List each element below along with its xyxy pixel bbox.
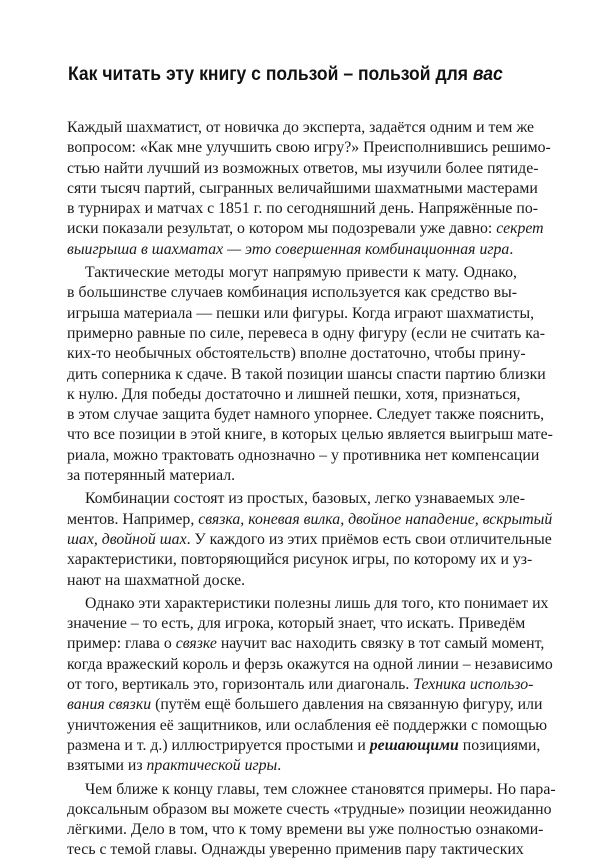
text-line [67,614,526,634]
text-line [67,840,524,860]
emphasized-text: практической игры [146,757,278,775]
text-segment: Тактические методы могут напрямую привести к мату. Однако, [85,264,517,282]
text-line [67,466,517,486]
text-segment: сяти тысяч партий, сыгранных величайшими шахматными мастерами [67,179,538,197]
text-line [67,675,534,695]
text-segment: игрыша материала — пешки или фигуры. Когда играют шахматисты, [67,304,535,322]
text-segment: вопросом: «Как мне улучшить свою игру?» Преисполнившись решимо- [67,139,551,157]
emphasized-text: Техника использо- [413,676,534,694]
emphasized-text: связке [175,635,217,653]
text-segment: когда вражеский король и ферзь окажутся на одной линии – независимо [67,655,553,673]
emphasized-text: выигрыша в шахматах — это совершенная комбинационная игра [67,240,510,258]
text-segment: уничтожения её защитников, или ослабления её поддержки с помощью [67,716,548,734]
text-segment: риала, можно трактовать однозначно – у противника нет компенсации [67,446,540,464]
text-line [67,655,553,675]
text-line [67,219,544,239]
text-line [67,756,517,776]
text-segment: тесь с темой главы. Однажды уверенно применив пару тактических [67,841,524,859]
text-segment: взятыми из [67,757,147,775]
text-line [67,138,551,158]
body-text [67,118,556,861]
text-line [67,571,517,591]
text-line [67,820,544,840]
emphasized-text: решающими [369,736,459,754]
text-line [67,159,539,179]
text-line [67,510,553,530]
text-segment: ких-то необычных обстоятельств) вполне достаточно, чтобы прину- [67,345,526,363]
text-line [67,425,553,445]
text-segment: примерно равные по силе, перевеса в одну фигуру (если не считать ка- [67,324,546,342]
text-segment: от того, вертикаль это, горизонталь или диагональ. [67,676,414,694]
text-line [67,489,525,509]
text-segment: иски показали результат, о котором мы подозревали уже давно: [67,220,497,238]
text-segment: в этом случае защита будет намного упорнее. Следует также пояснить, [67,406,545,424]
text-segment: за потерянный материал. [67,467,236,485]
text-segment: дить соперника к сдаче. В такой позиции шансы спасти партию близки [67,365,546,383]
text-line [67,736,541,756]
emphasized-text: секрет [496,220,544,238]
text-line [67,240,517,260]
text-line [67,179,538,199]
text-line [67,530,552,550]
text-segment: ментов. Например, [67,510,199,528]
text-line [67,199,538,219]
text-segment: Каждый шахматист, от новичка до эксперта, задаётся одним и тем же [67,119,535,136]
text-line [67,118,535,138]
text-segment: в турнирах и матчах с 1851 г. по сегодняшний день. Напряжённые по- [67,200,538,218]
text-segment: Комбинации состоят из простых, базовых, легко узнаваемых эле- [85,490,525,508]
text-segment: . [277,757,282,775]
text-line [67,304,535,324]
text-segment: в большинстве случаев комбинация используется как средство вы- [67,284,517,302]
emphasized-text: вания связки [67,696,152,714]
text-line [67,385,521,405]
text-line [67,344,526,364]
text-segment: значение – то есть, для игрока, который знает, что искать. Приведём [67,615,526,633]
text-segment: . [509,240,514,258]
text-segment: Чем ближе к концу главы, тем сложнее становятся примеры. Но пара- [85,780,556,798]
text-line [67,405,545,425]
text-segment: Однако эти характеристики полезны лишь для того, кто понимает их [85,594,549,612]
text-line [67,365,546,385]
page-title [68,60,518,88]
text-segment: пример: глава о [67,635,176,653]
text-line [67,695,543,715]
text-line [67,716,548,736]
title-main: Как читать эту книгу с пользой – пользой для [68,63,473,85]
text-segment: к нулю. Для победы достаточно и лишней пешки, хотя, признаться, [67,385,521,403]
text-segment: нают на шахматной доске. [67,571,246,589]
text-line [67,446,540,466]
text-segment: стью найти лучший из возможных ответов, мы изучили более пятиде- [67,159,539,177]
text-segment: характеристики, повторяющийся рисунок игры, по которому их и уз- [67,551,533,569]
text-segment: (путём ещё большего давления на связанную фигуру, или [151,696,543,714]
text-line [67,550,533,570]
text-segment: научит вас находить связку в тот самый момент, [216,635,545,653]
text-line [67,594,549,614]
text-segment: позициями, [458,736,541,754]
emphasized-text: связка, коневая вилка, двойное нападение, вскрытый [198,510,553,528]
text-line [67,324,546,344]
text-segment: доксальным образом вы можете счесть «трудные» позиции неожиданно [67,800,552,818]
text-line [67,634,545,654]
text-line [67,780,556,800]
text-line [67,263,517,283]
text-segment: что все позиции в этой книге, в которых целью является выигрыш мате- [67,426,553,444]
text-segment: . У каждого из этих приёмов есть свои отличительные [186,530,552,548]
emphasized-text: шах, двойной шах [67,530,187,548]
text-line [67,800,552,820]
text-line [67,283,517,303]
text-segment: размена и т. д.) иллюстрируется простыми и [67,736,370,754]
title-emphasis: вас [472,63,503,85]
text-segment: лёгкими. Дело в том, что к тому времени вы уже полностью ознакоми- [67,821,544,839]
